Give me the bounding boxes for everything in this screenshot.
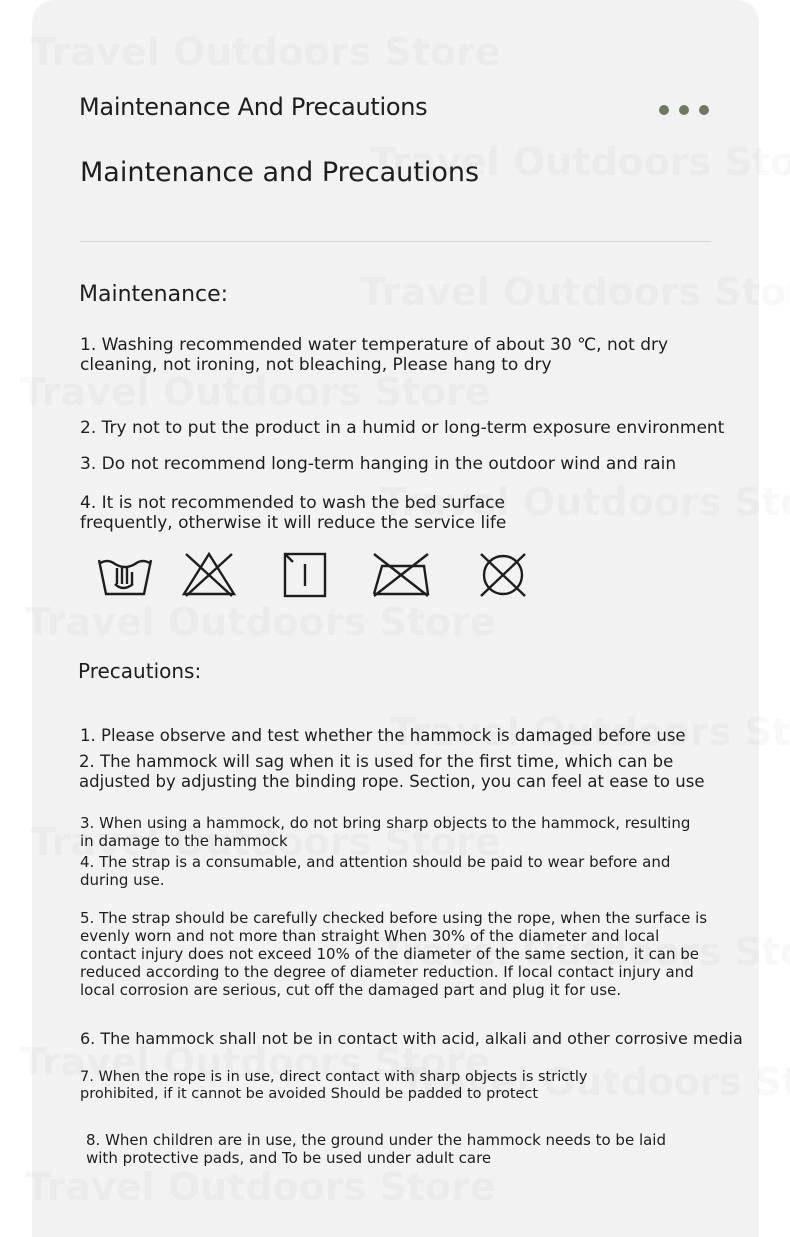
maintenance-item-2: 2. Try not to put the product in a humid or long-term exposure environment (80, 418, 725, 438)
do-not-iron-icon (370, 550, 432, 600)
precaution-item-4: 4. The strap is a consumable, and attention should be paid to wear before and during use. (80, 853, 671, 889)
maintenance-item-3: 3. Do not recommend long-term hanging in the outdoor wind and rain (80, 454, 677, 474)
precaution-item-6: 6. The hammock shall not be in contact with acid, alkali and other corrosive media (80, 1029, 743, 1048)
precaution-item-1: 1. Please observe and test whether the hammock is damaged before use (80, 726, 686, 745)
page-header-title: Maintenance And Precautions (79, 93, 428, 121)
precaution-item-7: 7. When the rope is in use, direct contact with sharp objects is strictly prohibited, if it cannot be avoided Should be padded to protect (80, 1069, 588, 1103)
precaution-item-3: 3. When using a hammock, do not bring sharp objects to the hammock, resulting in damage to the hammock (80, 814, 691, 850)
precaution-item-2: 2. The hammock will sag when it is used for the first time, which can be adjusted by adjusting the binding rope. Section, you can feel at ease to use (79, 752, 705, 791)
precaution-item-8: 8. When children are in use, the ground under the hammock needs to be laid with protective pads, and To be used under adult care (86, 1131, 666, 1167)
divider (80, 241, 711, 242)
maintenance-item-4: 4. It is not recommended to wash the bed surface frequently, otherwise it will reduce the service life (80, 493, 507, 534)
maintenance-item-1: 1. Washing recommended water temperature of about 30 ℃, not dry cleaning, not ironing, not bleaching, Please hang to dry (80, 335, 669, 376)
dot (659, 105, 669, 115)
do-not-dry-clean-icon (475, 550, 531, 600)
dot (699, 105, 709, 115)
more-dots-icon[interactable] (659, 105, 709, 115)
dot (679, 105, 689, 115)
do-not-bleach-icon (180, 550, 238, 600)
page-subtitle: Maintenance and Precautions (80, 157, 480, 188)
hand-wash-icon (95, 550, 155, 600)
line-dry-icon (283, 550, 327, 600)
precautions-heading: Precautions: (78, 659, 202, 683)
precaution-item-5: 5. The strap should be carefully checked before using the rope, when the surface is evenly worn and not more than straight When 30% of the diameter and local contact injury does not exceed 10% of the diameter of the same section, it can be reduced according to the degree of diameter reduction. If local contact injury and local corrosion are serious, cut off the damaged part and plug it for use. (80, 909, 708, 999)
maintenance-heading: Maintenance: (79, 282, 229, 307)
